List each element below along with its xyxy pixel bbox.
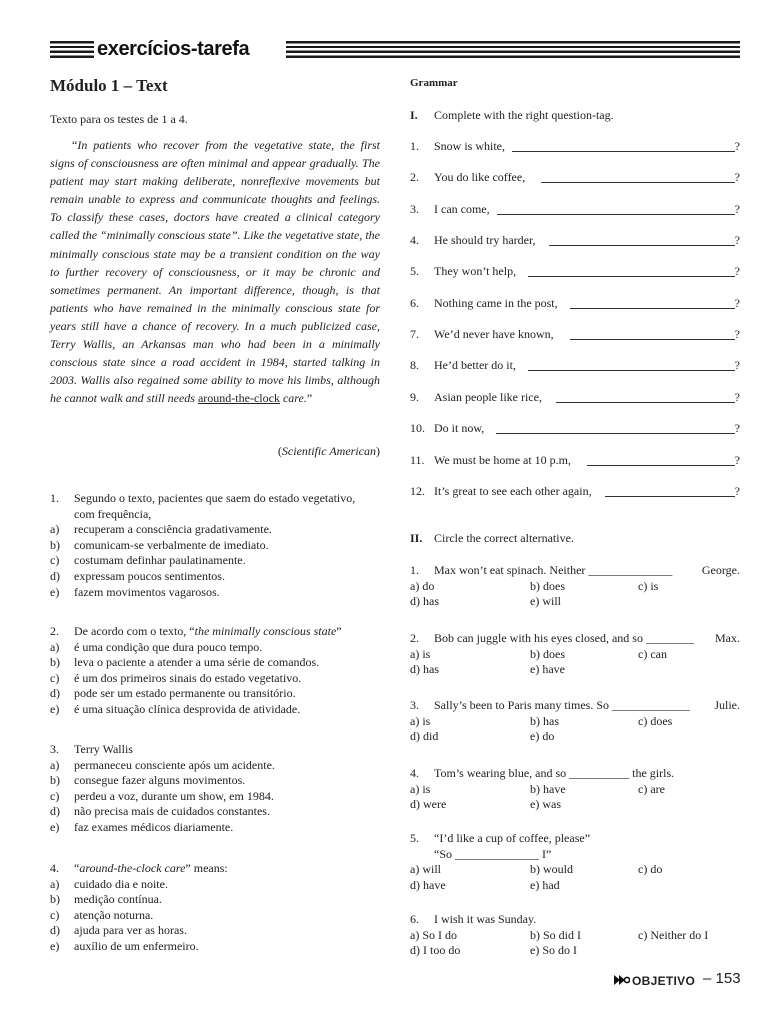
option-b[interactable]: b) leva o paciente a atender a uma série de comandos.: [50, 655, 320, 670]
tag-item-8[interactable]: 8. He’d better do it, ?: [410, 358, 740, 372]
mc-option[interactable]: c) is: [638, 578, 659, 593]
mc-question-1: 1. Max won’t eat spinach. Neither ______________ George. a) do b) does c) is d) has e) will: [410, 563, 740, 609]
mc-option[interactable]: b) does: [530, 646, 565, 661]
mc-option[interactable]: a) will: [410, 862, 441, 877]
mc-option[interactable]: e) So do I: [530, 943, 577, 958]
mc-option[interactable]: b) does: [530, 578, 565, 593]
mc-question-2: 2. Bob can juggle with his eyes closed, and so ________ Max. a) is b) does c) can d) has e) have: [410, 631, 740, 677]
mc-option[interactable]: d) has: [410, 594, 439, 609]
mc-option[interactable]: d) has: [410, 662, 439, 677]
mc-option[interactable]: c) are: [638, 781, 665, 796]
mc-option[interactable]: e) have: [530, 662, 565, 677]
option-c[interactable]: c) atenção noturna.: [50, 907, 154, 922]
option-a[interactable]: a) permaneceu consciente após um acidente.: [50, 757, 275, 772]
option-c[interactable]: c) costumam definhar paulatinamente.: [50, 553, 246, 568]
option-b[interactable]: b) comunicam-se verbalmente de imediato.: [50, 537, 269, 552]
mc-option[interactable]: e) will: [530, 594, 561, 609]
tag-item-12[interactable]: 12. It’s great to see each other again, ?: [410, 484, 740, 498]
option-b[interactable]: b) consegue fazer alguns movimentos.: [50, 773, 246, 788]
tag-item-1[interactable]: 1. Snow is white, ?: [410, 139, 740, 153]
source-name: Scientific American: [281, 444, 376, 458]
option-d[interactable]: d) expressam poucos sentimentos.: [50, 568, 225, 583]
mc-option[interactable]: d) did: [410, 729, 439, 744]
tag-item-3[interactable]: 3. I can come, ?: [410, 202, 740, 216]
passage-tail: care.: [279, 391, 307, 406]
question-1: 1. Segundo o texto, pacientes que saem do estado vegetativo, com frequência, a) recuperam a consciência gradativamente. b) comunicam-se verbalmente de imediato. c) costumam definhar paulatinamente. d) expressam poucos sentimentos. e) fazem movimentos vagarosos.: [50, 491, 380, 600]
brand-logo-text: OBJETIVO: [632, 974, 696, 988]
option-d[interactable]: d) ajuda para ver as horas.: [50, 923, 187, 938]
mc-option[interactable]: b) would: [530, 862, 573, 877]
tag-item-6[interactable]: 6. Nothing came in the post, ?: [410, 296, 740, 310]
mc-option[interactable]: e) had: [530, 877, 560, 892]
option-c[interactable]: c) perdeu a voz, durante um show, em 1984.: [50, 788, 274, 803]
tag-item-4[interactable]: 4. He should try harder, ?: [410, 233, 740, 247]
passage-open-quote: “: [72, 138, 78, 152]
module-title: Módulo 1 – Text: [50, 76, 168, 95]
mc-option[interactable]: b) have: [530, 781, 566, 796]
mc-option[interactable]: c) can: [638, 646, 667, 661]
header-stripes-right: [286, 41, 740, 58]
passage-underlined: around-the-clock: [197, 391, 280, 406]
tag-item-11[interactable]: 11. We must be home at 10 p.m, ?: [410, 453, 740, 467]
page-footer: [614, 970, 744, 990]
mc-question-3: 3. Sally’s been to Paris many times. So _____________ Julie. a) is b) has c) does d) did e) do: [410, 698, 740, 744]
option-a[interactable]: a) cuidado dia e noite.: [50, 876, 168, 891]
option-a[interactable]: a) recuperam a consciência gradativamente.: [50, 522, 272, 537]
mc-question-4: 4. Tom’s wearing blue, and so __________ the girls. a) is b) have c) are d) were e) was: [410, 766, 675, 812]
grammar-heading: Grammar: [410, 77, 458, 89]
tag-item-9[interactable]: 9. Asian people like rice, ?: [410, 390, 740, 404]
passage-body: In patients who recover from the vegetative state, the first signs of consciousness are often minimal and appear gradually. The patient may start making deliberate, nonreflexive movements but remain unable to express and communicate thoughts and feelings. To classify these cases, doctors have created a clinical category called the “minimally conscious state”. Like the vegetative state, the minimally conscious state may be a transient condition on the way to further recovery of consciousness, or it may be chronic and sometimes permanent. An important difference, though, is that patients who have remained in the minimally conscious state for years still have a chance of recovery. In a much publicized case, Terry Wallis, an Arkansas man who had been in a minimally conscious state since a road accident in 1984, started talking in 2003. Wallis also regained some ability to move his limbs, although he cannot walk and still needs: [50, 138, 380, 406]
question-2: 2. De acordo com o texto, “the minimally conscious state” a) é uma condição que dura pouco tempo. b) leva o paciente a atender a uma série de comandos. c) é um dos primeiros sinais do estado vegetativo. d) pode ser um estado permanente ou transitório. e) é uma situação clínica desprovida de atividade.: [50, 624, 380, 718]
mc-option[interactable]: a) do: [410, 578, 435, 593]
reading-passage: [50, 136, 380, 407]
passage-intro: Texto para os testes de 1 a 4.: [50, 112, 188, 126]
mc-option[interactable]: c) do: [638, 862, 663, 877]
mc-option[interactable]: d) were: [410, 797, 447, 812]
question-4: 4. “around-the-clock care” means: a) cuidado dia e noite. b) medição contínua. c) atenção noturna. d) ajuda para ver as horas. e) auxílio de um enfermeiro.: [50, 861, 380, 955]
option-d[interactable]: d) não precisa mais de cuidados constantes.: [50, 804, 270, 819]
mc-option[interactable]: b) has: [530, 713, 559, 728]
mc-option[interactable]: e) was: [530, 797, 561, 812]
header-stripes-left: [50, 41, 94, 58]
mc-option[interactable]: e) do: [530, 729, 555, 744]
option-e[interactable]: e) é uma situação clínica desprovida de atividade.: [50, 701, 301, 716]
option-a[interactable]: a) é uma condição que dura pouco tempo.: [50, 639, 263, 654]
option-e[interactable]: e) faz exames médicos diariamente.: [50, 819, 234, 834]
objetivo-logo-icon: [614, 974, 630, 986]
page-number: – 153: [703, 970, 741, 987]
mc-option[interactable]: a) is: [410, 781, 431, 796]
question-3: 3. Terry Wallis a) permaneceu consciente após um acidente. b) consegue fazer alguns movimentos. c) perdeu a voz, durante um show, em 1984. d) não precisa mais de cuidados constantes. e) faz exames médicos diariamente.: [50, 742, 380, 836]
tag-item-7[interactable]: 7. We’d never have known, ?: [410, 327, 740, 341]
mc-option[interactable]: a) is: [410, 713, 431, 728]
tag-item-5[interactable]: 5. They won’t help, ?: [410, 264, 740, 278]
mc-option[interactable]: c) Neither do I: [638, 927, 709, 942]
mc-option[interactable]: d) I too do: [410, 943, 461, 958]
option-c[interactable]: c) é um dos primeiros sinais do estado vegetativo.: [50, 670, 302, 685]
option-b[interactable]: b) medição contínua.: [50, 892, 162, 907]
passage-source: (Scientific American): [277, 444, 380, 458]
page-header: [50, 38, 740, 64]
header-title: exercícios-tarefa: [97, 38, 250, 60]
passage-close-quote: ”: [306, 391, 313, 406]
option-e[interactable]: e) fazem movimentos vagarosos.: [50, 584, 220, 599]
mc-option[interactable]: d) have: [410, 877, 446, 892]
mc-option[interactable]: b) So did I: [530, 927, 581, 942]
mc-option[interactable]: c) does: [638, 713, 673, 728]
mc-option[interactable]: a) is: [410, 646, 431, 661]
option-e[interactable]: e) auxílio de um enfermeiro.: [50, 938, 199, 953]
tag-item-2[interactable]: 2. You do like coffee, ?: [410, 170, 740, 184]
tag-item-10[interactable]: 10. Do it now, ?: [410, 421, 740, 435]
mc-option[interactable]: a) So I do: [410, 927, 457, 942]
option-d[interactable]: d) pode ser um estado permanente ou transitório.: [50, 686, 296, 701]
mc-question-6: 6. I wish it was Sunday. a) So I do b) So did I c) Neither do I d) I too do e) So do I: [410, 912, 709, 958]
mc-question-5: 5. “I’d like a cup of coffee, please” “So ______________ I” a) will b) would c) do d) have e) had: [410, 831, 663, 892]
